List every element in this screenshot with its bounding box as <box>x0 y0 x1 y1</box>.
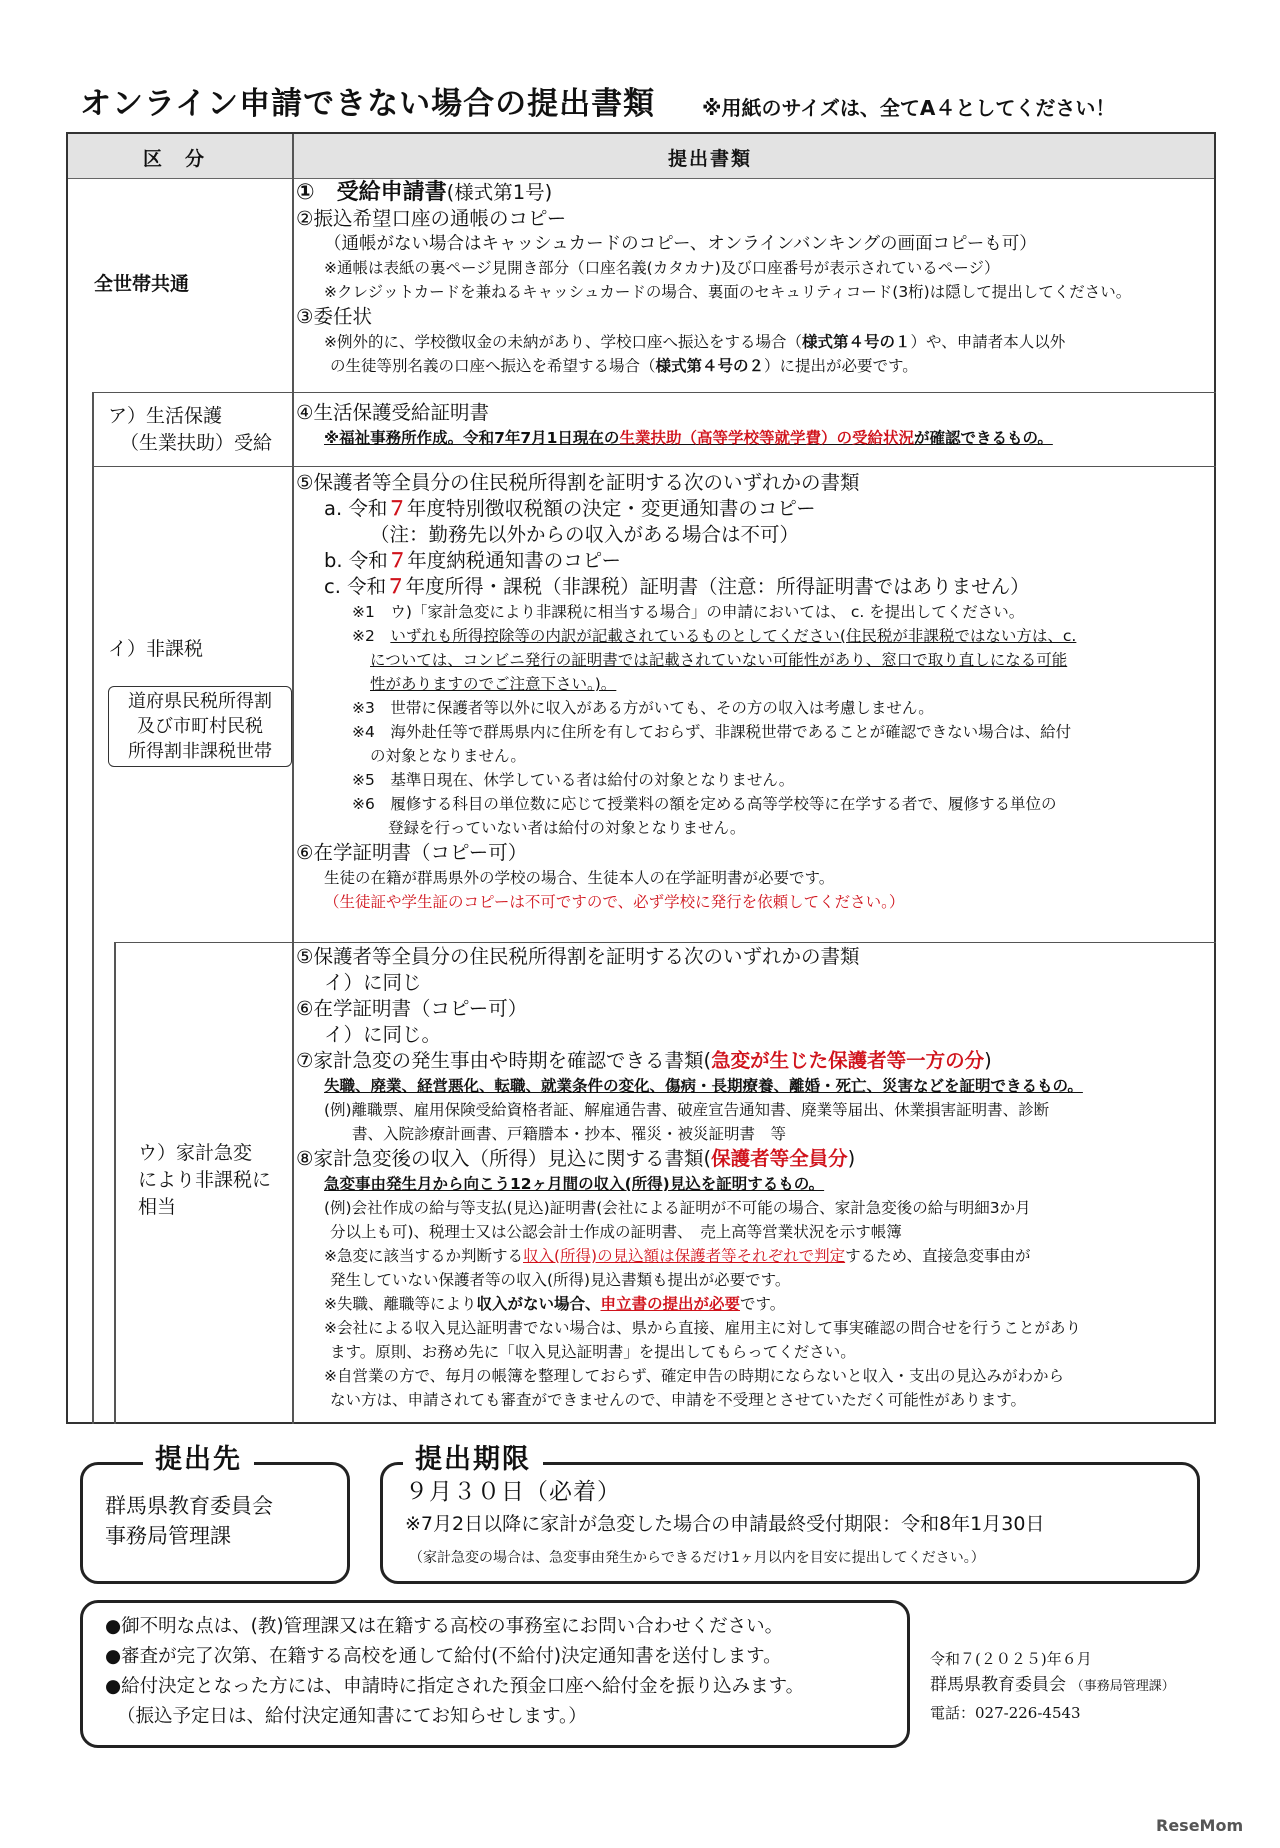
doc-7-desc: 失職、廃業、経営悪化、転職、就業条件の変化、傷病・長期療養、離婚・死亡、災害などを証明できるもの。 <box>324 1077 1083 1095</box>
doc-3-note: ※例外的に、学校徴収金の未納があり、学校口座へ振込をする場合（ <box>324 333 802 351</box>
doc-5b: b. 令和 <box>324 549 388 572</box>
label-u-1: ウ）家計急変 <box>138 1142 253 1164</box>
submit-to-line: 事務局管理課 <box>105 1524 231 1548</box>
doc-5a: 年度特別徴収税額の決定・変更通知書のコピー <box>406 497 816 520</box>
table-header <box>68 134 1214 179</box>
submit-to-line: 群馬県教育委員会 <box>105 1494 273 1518</box>
issuer-block <box>930 1646 1175 1726</box>
doc-8-example-cont: 分以上も可)、税理士又は公認会計士作成の証明書、 売上高等営業状況を示す帳簿 <box>330 1223 902 1241</box>
doc-8-example: (例)会社作成の給与等支払(見込)証明書(会社による証明が不可能の場合、家計急変後の給与明細3か月 <box>324 1199 1031 1217</box>
note-line: ●御不明な点は、(教)管理課又は在籍する高校の事務室にお問い合わせください。 <box>105 1616 784 1637</box>
note-2-text: 性がありますのでご注意下さい。)。 <box>370 675 617 693</box>
submit-to-title: 提出先 <box>143 1437 254 1476</box>
issuer-dept: （事務局管理課） <box>1070 1679 1175 1694</box>
document-title: オンライン申請できない場合の提出書類 <box>80 86 656 122</box>
label-u-3: 相当 <box>138 1196 177 1218</box>
doc-2-note: （通帳がない場合はキャッシュカードのコピー、オンラインバンキングの画面コピーも可） <box>324 234 1037 254</box>
note-1: ※1 ウ)「家計急変により非課税に相当する場合」の申請においては、 c. を提出してください。 <box>352 603 1025 621</box>
doc-8-title: ⑧家計急変後の収入（所得）見込に関する書類( <box>296 1147 712 1170</box>
doc-8-note: ※失職、離職等により <box>324 1295 477 1313</box>
doc-2-note-b: ※クレジットカードを兼ねるキャッシュカードの場合、裏面のセキュリティコード(3桁)は隠して提出してください。 <box>324 283 1132 301</box>
doc-6-same: イ）に同じ。 <box>324 1023 442 1046</box>
header-category: 区 分 <box>143 148 207 170</box>
u-docs <box>296 944 1083 1412</box>
label-i-box-line: 道府県民税所得割 <box>128 691 272 712</box>
doc-4-note: が確認できるもの。 <box>913 429 1053 447</box>
note-6: ※6 履修する科目の単位数に応じて授業料の額を定める高等学校等に在学する者で、履修する単位の <box>352 795 1057 813</box>
doc-4-title: ④生活保護受給証明書 <box>296 401 489 424</box>
doc-3-note: ）や、申請者本人以外 <box>910 333 1066 351</box>
doc-8-note: ※会社による収入見込証明書でない場合は、県から直接、雇用主に対して事実確認の問合せを行うことがあり <box>324 1319 1081 1337</box>
doc-7-title: ⑦家計急変の発生事由や時期を確認できる書類( <box>296 1049 712 1072</box>
issuer-tel: 電話：027-226-4543 <box>930 1704 1081 1722</box>
doc-7-example: (例)離職票、雇用保険受給資格者証、解雇通告書、破産宣告通知書、廃業等届出、休業損害証明書、診断 <box>324 1101 1050 1119</box>
year-red: ７ <box>387 549 408 572</box>
notes-box <box>80 1600 910 1748</box>
i-docs <box>296 470 1076 914</box>
submit-to-box <box>80 1444 350 1584</box>
doc-6-title: ⑥在学証明書（コピー可） <box>296 997 528 1020</box>
year-red: ７ <box>386 575 406 598</box>
column-divider <box>292 134 294 1424</box>
deadline-small: （家計急変の場合は、急変事由発生からできるだけ1ヶ月以内を目安に提出してください。） <box>409 1550 985 1566</box>
doc-8-title: ) <box>847 1147 856 1170</box>
doc-6-title: ⑥在学証明書（コピー可） <box>296 841 528 864</box>
note-3: ※3 世帯に保護者等以外に収入がある方がいても、その方の収入は考慮しません。 <box>352 699 934 717</box>
doc-6-note-red: （生徒証や学生証のコピーは不可ですので、必ず学校に発行を依頼してください。） <box>324 893 905 911</box>
note-4: ※4 海外赴任等で群馬県内に住所を有しておらず、非課税世帯であることが確認できない場合は、給付 <box>352 723 1072 741</box>
doc-5-title: ⑤保護者等全員分の住民税所得割を証明する次のいずれかの書類 <box>296 945 860 968</box>
year-red: ７ <box>387 497 407 520</box>
note-5: ※5 基準日現在、休学している者は給付の対象となりません。 <box>352 771 795 789</box>
issuer-org: 群馬県教育委員会 <box>930 1675 1066 1695</box>
doc-5c: c. 令和 <box>324 575 387 598</box>
deadline-title: 提出期限 <box>403 1437 543 1476</box>
row-divider <box>92 466 1216 467</box>
doc-4-note-red: 生業扶助（高等学校等就学費）の受給状況 <box>619 429 914 447</box>
deadline-box <box>380 1444 1200 1584</box>
label-a-2: （生業扶助）受給 <box>120 432 273 454</box>
doc-8-note-cont: ない方は、申請されても審査ができませんので、申請を不受理とさせていただく可能性があります。 <box>330 1391 1026 1409</box>
note-6-cont: 登録を行っていない者は給付の対象となりません。 <box>388 819 746 837</box>
issue-date: 令和７(２０２５)年６月 <box>930 1650 1092 1668</box>
doc-5b: 年度納税通知書のコピー <box>407 549 622 572</box>
doc-5c: 年度所得・課税（非課税）証明書（注意：所得証明書ではありません） <box>405 575 1030 598</box>
doc-3-title: ③委任状 <box>296 305 372 328</box>
label-common: 全世帯共通 <box>94 273 190 295</box>
doc-8-note: するため、直接急変事由が <box>845 1247 1031 1265</box>
row-divider <box>92 392 1216 393</box>
resemom-logo: ReseMom <box>1156 1816 1244 1835</box>
note-line: ●審査が完了次第、在籍する高校を通して給付(不給付)決定通知書を送付します。 <box>105 1646 782 1667</box>
doc-3-note: の生徒等別名義の口座へ振込を希望する場合（ <box>330 357 656 375</box>
doc-2-note-a: ※通帳は表紙の裏ページ見開き部分（口座名義(カタカナ)及び口座番号が表示されているページ） <box>324 259 1000 277</box>
title-row <box>80 78 1200 122</box>
label-i-box <box>108 686 292 767</box>
doc-8-note-red: 収入(所得)の見込額は保護者等それぞれで判定 <box>523 1247 846 1265</box>
a-docs <box>296 400 1053 450</box>
doc-5a: a. 令和 <box>324 497 388 520</box>
deadline-date: ９月３０日（必着） <box>405 1479 621 1505</box>
form-4-2: 様式第４号の２ <box>655 357 765 375</box>
doc-8-note: ※急変に該当するか判断する <box>324 1247 523 1265</box>
doc-5-same: イ）に同じ <box>324 971 422 994</box>
label-i: イ）非課税 <box>108 638 204 660</box>
note-2-text: については、コンビニ発行の証明書では記載されていない可能性があり、窓口で取り直しになる可能 <box>370 651 1068 669</box>
doc-2-title: ②振込希望口座の通帳のコピー <box>296 207 567 230</box>
doc-3-note: ）に提出が必要です。 <box>764 357 918 375</box>
doc-8-note-cont: ます。原則、お務め先に「収入見込証明書」を提出してもらってください。 <box>330 1343 856 1361</box>
label-i-box-line: 所得割非課税世帯 <box>128 741 272 762</box>
note-2: ※2 <box>352 627 391 645</box>
note-4-cont: の対象となりません。 <box>370 747 526 765</box>
note-line: ●給付決定となった方には、申請時に指定された預金口座へ給付金を振り込みます。 <box>105 1676 805 1697</box>
doc-7-red: 急変が生じた保護者等一方の分 <box>711 1049 985 1072</box>
statement-required: 申立書の提出が必要 <box>600 1295 741 1313</box>
label-i-box-line: 及び市町村民税 <box>137 716 263 737</box>
doc-4-note: ※福祉事務所作成。令和7年7月1日現在の <box>324 429 620 447</box>
doc-1-form: (様式第1号) <box>446 181 553 204</box>
doc-7-title: ) <box>984 1049 992 1072</box>
sub-rule-left-inner <box>114 942 116 1424</box>
header-documents: 提出書類 <box>668 148 753 170</box>
deadline-note: ※7月2日以降に家計が急変した場合の申請最終受付期限：令和8年1月30日 <box>405 1513 1045 1535</box>
doc-7-example-cont: 書、入院診療計画書、戸籍謄本・抄本、罹災・被災証明書 等 <box>352 1125 787 1143</box>
doc-6-note: 生徒の在籍が群馬県外の学校の場合、生徒本人の在学証明書が必要です。 <box>324 869 835 887</box>
label-a-1: ア）生活保護 <box>108 405 223 427</box>
form-4-1: 様式第４号の１ <box>802 333 911 351</box>
sub-rule-left <box>92 392 94 1424</box>
doc-5-title: ⑤保護者等全員分の住民税所得割を証明する次のいずれかの書類 <box>296 471 860 494</box>
doc-8-red: 保護者等全員分 <box>711 1147 848 1170</box>
common-docs <box>296 180 1131 378</box>
label-u-2: により非課税に <box>138 1169 272 1191</box>
doc-5a-note: （注：勤務先以外からの収入がある場合は不可） <box>370 523 800 546</box>
note-2-text: いずれも所得控除等の内訳が記載されているものとしてください(住民税が非課税ではない方は、c. <box>390 627 1077 645</box>
doc-1-title: ① 受給申請書 <box>296 180 447 205</box>
paper-size-note: ※用紙のサイズは、全てA４としてください！ <box>702 96 1116 120</box>
doc-8-note-cont: 発生していない保護者等の収入(所得)見込書類も提出が必要です。 <box>330 1271 791 1289</box>
row-divider <box>114 942 1216 943</box>
doc-8-note: です。 <box>740 1295 786 1313</box>
doc-8-note: ※自営業の方で、毎月の帳簿を整理しておらず、確定申告の時期にならないと収入・支出の見込みがわから <box>324 1367 1064 1385</box>
note-line: （振込予定日は、給付決定通知書にてお知らせします。） <box>117 1706 587 1727</box>
doc-8-desc: 急変事由発生月から向こう12ヶ月間の収入(所得)見込を証明するもの。 <box>324 1175 825 1193</box>
no-income: 収入がない場合、 <box>476 1295 601 1313</box>
